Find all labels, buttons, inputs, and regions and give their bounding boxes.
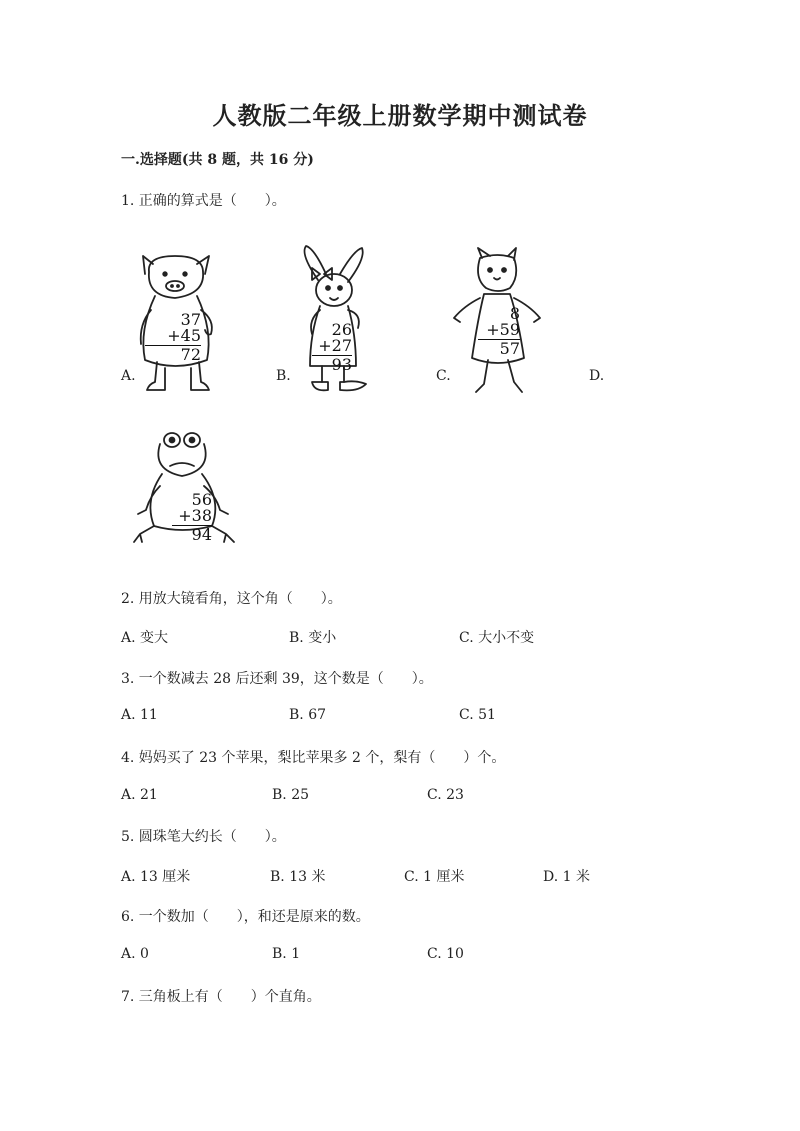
q1-option-a-result: 72 (180, 345, 201, 364)
q1-option-c-addend-1: 8 (509, 304, 520, 323)
q1-option-a-addend-1: 37 (180, 310, 201, 329)
q6-option-c[interactable]: C. 10 (427, 946, 464, 962)
page-title: 人教版二年级上册数学期中测试卷 (212, 101, 588, 130)
q1-option-d-result: 94 (191, 525, 212, 544)
q4-option-a[interactable]: A. 21 (121, 787, 158, 803)
q1-option-a-sum (145, 312, 201, 363)
question-6: 6. 一个数加（ ），和还是原来的数。 (121, 909, 370, 925)
q1-option-b-addend-1: 26 (331, 320, 352, 339)
q1-option-d-addend-1: 56 (191, 490, 212, 509)
q6-option-a[interactable]: A. 0 (121, 946, 149, 962)
q5-option-a[interactable]: A. 13 厘米 (121, 869, 191, 885)
q4-option-b[interactable]: B. 25 (272, 787, 310, 803)
q1-option-c-figure[interactable] (450, 248, 546, 402)
q1-option-c-addend-2: +59 (486, 320, 520, 339)
section-heading: 一.选择题(共 8 题，共 16 分) (121, 152, 314, 168)
q1-option-b-addend-2: +27 (318, 336, 352, 355)
q1-option-c-sum (478, 306, 520, 357)
q1-option-c-label: C. (436, 368, 451, 384)
q2-option-c[interactable]: C. 大小不变 (459, 630, 535, 646)
q2-option-b[interactable]: B. 变小 (289, 630, 337, 646)
q5-option-c[interactable]: C. 1 厘米 (404, 869, 465, 885)
q1-option-d-addend-2: +38 (178, 506, 212, 525)
q2-option-a[interactable]: A. 变大 (121, 630, 169, 646)
q1-option-d-sum (172, 492, 212, 543)
q1-option-b-sum (312, 322, 352, 373)
q1-option-d-label: D. (589, 368, 605, 384)
question-5: 5. 圆珠笔大约长（ ）。 (121, 829, 286, 845)
q1-option-b-label: B. (276, 368, 291, 384)
q3-option-c[interactable]: C. 51 (459, 707, 496, 723)
q5-option-b[interactable]: B. 13 米 (270, 869, 326, 885)
q1-option-b-result: 93 (331, 355, 352, 374)
question-1: 1. 正确的算式是（ ）。 (121, 193, 286, 209)
q1-option-c-result: 57 (499, 339, 520, 358)
q6-option-b[interactable]: B. 1 (272, 946, 301, 962)
q5-option-d[interactable]: D. 1 米 (543, 869, 590, 885)
q1-option-a-figure[interactable] (135, 250, 225, 400)
question-2: 2. 用放大镜看角，这个角（ ）。 (121, 591, 342, 607)
question-7: 7. 三角板上有（ ）个直角。 (121, 989, 321, 1005)
question-4: 4. 妈妈买了 23 个苹果，梨比苹果多 2 个，梨有（ ）个。 (121, 750, 506, 766)
q4-option-c[interactable]: C. 23 (427, 787, 464, 803)
q1-option-a-label: A. (121, 368, 136, 384)
q1-option-d-figure[interactable] (130, 430, 240, 546)
question-3: 3. 一个数减去 28 后还剩 39，这个数是（ ）。 (121, 671, 433, 687)
q1-option-b-figure[interactable] (296, 244, 376, 398)
q3-option-a[interactable]: A. 11 (121, 707, 158, 723)
q3-option-b[interactable]: B. 67 (289, 707, 327, 723)
q1-option-a-addend-2: +45 (167, 326, 201, 345)
